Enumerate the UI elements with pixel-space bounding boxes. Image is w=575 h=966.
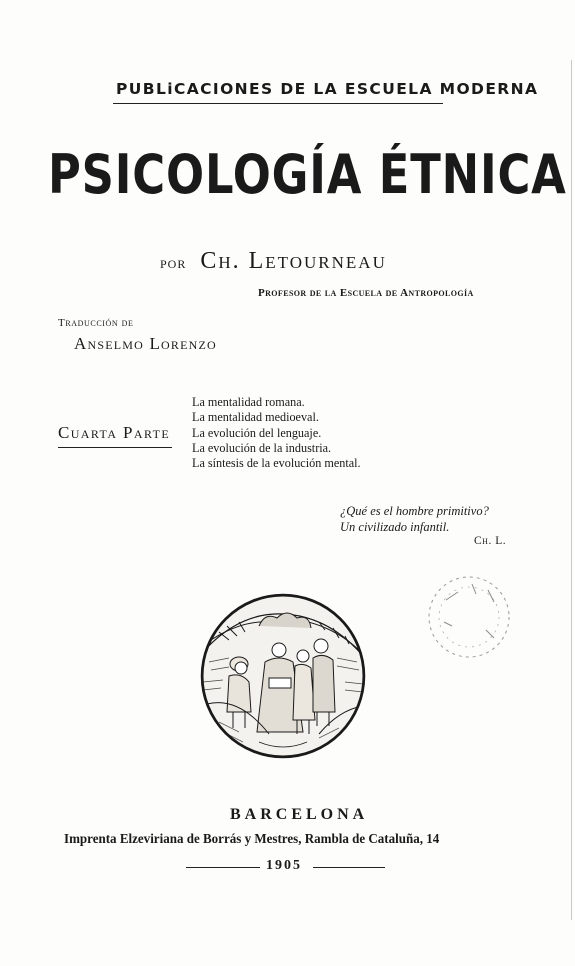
translation-label: Traducción de [58, 317, 134, 329]
byline [160, 248, 387, 275]
epigraph-line: ¿Qué es el hombre primitivo? [340, 504, 489, 518]
part-label: Cuarta Parte [58, 423, 171, 442]
epigraph-signature: Ch. L. [474, 535, 507, 547]
year-rule-left [186, 867, 260, 868]
series-rule [113, 103, 443, 104]
byline-prefix: POR [160, 257, 187, 271]
contents-item: La mentalidad medioeval. [192, 410, 319, 425]
author-role: Profesor de la Escuela de Antropología [258, 287, 474, 299]
contents-item: La evolución del lenguaje. [192, 425, 322, 440]
contents-item: La mentalidad romana. [192, 395, 305, 409]
year-rule-right [313, 867, 385, 868]
epigraph [340, 503, 489, 535]
series-title: PUBLiCACIONES DE LA ESCUELA MODERNA [116, 80, 539, 98]
author-name: Ch. Letourneau [200, 248, 387, 274]
contents-item: La evolución de la industria. [192, 440, 332, 455]
imprint-printer: Imprenta Elzeviriana de Borrás y Mestres, Rambla de Cataluña, 14 [64, 832, 440, 847]
imprint-year: 1905 [266, 858, 302, 873]
vignette-figures-icon [199, 592, 367, 760]
part-rule [58, 447, 172, 448]
page-edge [571, 60, 572, 920]
imprint-city: BARCELONA [230, 806, 369, 823]
library-stamp-icon [424, 572, 514, 662]
book-title: PSICOLOGÍA ÉTNICA [48, 143, 567, 206]
epigraph-line: Un civilizado infantil. [340, 520, 450, 534]
contents-item: La síntesis de la evolución mental. [192, 456, 361, 471]
contents-list [192, 395, 361, 471]
translator-name: Anselmo Lorenzo [74, 334, 217, 353]
